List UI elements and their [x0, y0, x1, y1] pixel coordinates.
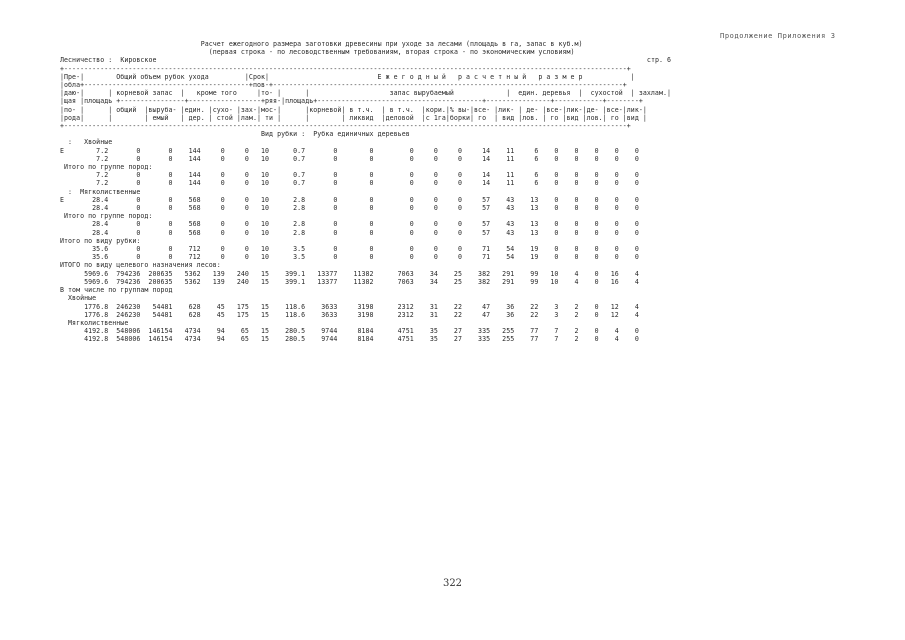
table-row: 4192.8 548006 146154 4734 94 65 15 280.5 9744 8184 4751 35 27 335 255 77 7 2 0 4 0: [60, 335, 639, 344]
cut-type-heading: [60, 130, 840, 138]
header-line: +--------------------------------------------------------------------------------------------------------------------------------------------+: [60, 122, 631, 131]
report-title: [60, 40, 840, 65]
table-row: 7.2 0 0 144 0 0 10 0.7 0 0 0 0 0 14 11 6 0 0 0 0 0: [60, 171, 639, 180]
table-row: : Мягколиственные: [60, 187, 141, 196]
table-row: 4192.8 548006 146154 4734 94 65 15 280.5 9744 8184 4751 35 27 335 255 77 7 2 0 4 0: [60, 327, 639, 336]
header-line: +--------------------------------------------------------------------------------------------------------------------------------------------+: [60, 64, 631, 73]
page-number: 322: [442, 578, 463, 589]
header-line: |обла+-----------------------------------------+пов-+---------------------------------------------------------------------------------------+: [60, 81, 627, 90]
header-line: |рода| | | емый | дер. | стой |лам.| ти | | | ликвид |деловой |с 1га|борки| го | вид |лов. | го |вид |лов.| го |вид |: [60, 113, 647, 122]
table-row: Е 28.4 0 0 568 0 0 10 2.8 0 0 0 0 0 57 43 13 0 0 0 0 0: [60, 195, 639, 204]
table-row: 7.2 0 0 144 0 0 10 0.7 0 0 0 0 0 14 11 6 0 0 0 0 0: [60, 179, 639, 188]
header-line: |Пре-| Общий объем рубок ухода |Срок| Е ж е г о д н ы й р а с ч е т н ы й р а з м е р |: [60, 72, 635, 81]
continuation-note: Продолжение Приложения 3: [720, 32, 836, 40]
table-row: 1776.8 246230 54481 628 45 175 15 118.6 3633 3198 2312 31 22 47 36 22 3 2 0 12 4: [60, 302, 639, 311]
table-row: Е 7.2 0 0 144 0 0 10 0.7 0 0 0 0 0 14 11 6 0 0 0 0 0: [60, 146, 639, 155]
table-row: Итого по группе пород:: [60, 212, 153, 221]
forestry-name: Кировское: [120, 56, 157, 65]
header-line: |даю-| | корневой запас | кроме того |то- | | запас вырубаемый | един. деревья | сухостой | захлам.|: [60, 89, 672, 98]
table-row: : Хвойные: [60, 138, 113, 147]
table-header: [60, 65, 840, 131]
title-line-2: (первая строка - по лесоводственным требованиям, вторая строка - по экономическим условиям): [208, 48, 575, 57]
printout-sheet: [60, 40, 840, 344]
table-row: В том числе по группам пород: [60, 286, 173, 295]
title-line-1: Расчет ежегодного размера заготовки древесины при уходе за лесами (площадь в га, запас в куб.м): [200, 40, 583, 48]
table-row: Мягколиственные: [60, 318, 129, 327]
table-row: 28.4 0 0 568 0 0 10 2.8 0 0 0 0 0 57 43 13 0 0 0 0 0: [60, 204, 639, 213]
table-body: [60, 138, 840, 343]
table-row: Итого по группе пород:: [60, 163, 153, 172]
table-row: Хвойные: [60, 294, 97, 303]
sheet-page-label: стр. 6: [646, 56, 672, 65]
cut-type-label: Вид рубки :: [261, 130, 306, 139]
table-row: 5969.6 794236 200635 5362 139 240 15 399.1 13377 11382 7063 34 25 382 291 99 10 4 0 16 4: [60, 269, 639, 278]
table-row: 7.2 0 0 144 0 0 10 0.7 0 0 0 0 0 14 11 6 0 0 0 0 0: [60, 154, 639, 163]
table-row: 28.4 0 0 568 0 0 10 2.8 0 0 0 0 0 57 43 13 0 0 0 0 0: [60, 220, 639, 229]
table-row: 35.6 0 0 712 0 0 10 3.5 0 0 0 0 0 71 54 19 0 0 0 0 0: [60, 245, 639, 254]
header-line: |по- | | общий |вырубa- |един. |сухо- |зах-|мос-| |корневой| в т.ч. | в т.ч. |кори.|% вы-|все- |лик- | де- |все-|лик-|де- |все-|лик-|: [60, 105, 647, 114]
cut-type-name: Рубка единичных деревьев: [313, 130, 410, 139]
forestry-label: Лесничество :: [60, 56, 113, 65]
header-line: |щая |площадь +----------------+------------------+ряя-|площадь+-----------------------------------------+----------------+------------+--------+: [60, 97, 643, 106]
table-row: 5969.6 794236 200635 5362 139 240 15 399.1 13377 11382 7063 34 25 382 291 99 10 4 0 16 4: [60, 277, 639, 286]
table-row: 28.4 0 0 568 0 0 10 2.8 0 0 0 0 0 57 43 13 0 0 0 0 0: [60, 228, 639, 237]
table-row: 35.6 0 0 712 0 0 10 3.5 0 0 0 0 0 71 54 19 0 0 0 0 0: [60, 253, 639, 262]
table-row: 1776.8 246230 54481 628 45 175 15 118.6 3633 3198 2312 31 22 47 36 22 3 2 0 12 4: [60, 310, 639, 319]
table-row: Итого по виду рубки:: [60, 236, 141, 245]
table-row: ИТОГО по виду целевого назначения лесов:: [60, 261, 221, 270]
